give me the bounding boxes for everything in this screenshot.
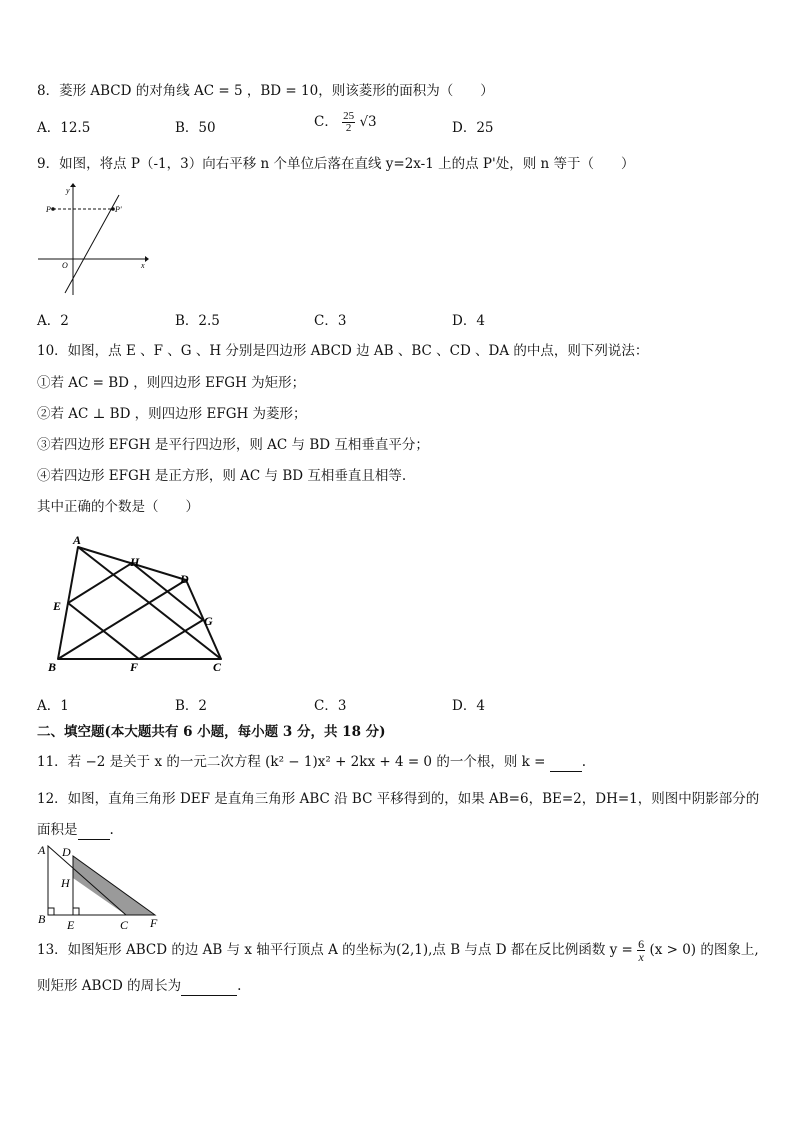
q10-option-b: B．2 — [175, 698, 208, 714]
q10-stem: 10．如图，点 E 、F 、G 、H 分别是四边形 ABCD 边 AB 、BC 、CD 、DA 的中点，则下列说法： — [37, 343, 649, 359]
q11-text-before: 11．若 −2 是关于 x 的一元二次方程 (k² − 1)x² + 2kx + 4 = 0 的一个根，则 k = — [37, 754, 550, 770]
q12-text-after: . — [109, 822, 114, 838]
q10-statement-1: ①若 AC = BD ，则四边形 EFGH 为矩形； — [37, 375, 306, 391]
q9-stem: 9．如图，将点 P（-1，3）向右平移 n 个单位后落在直线 y=2x-1 上的点 P'处，则 n 等于（ ） — [37, 156, 635, 172]
q12-label-e: E — [67, 918, 75, 932]
q9-label-p-prime: P' — [115, 205, 122, 214]
q13-text-before: 13．如图矩形 ABCD 的边 AB 与 x 轴平行顶点 A 的坐标为(2,1),点 B 与点 D 都在反比例函数 y = — [37, 942, 633, 958]
q13-text-after: (x > 0) 的图象上, — [649, 942, 759, 958]
q10-statement-4: ④若四边形 EFGH 是正方形，则 AC 与 BD 互相垂直且相等. — [37, 468, 407, 484]
q10-figure — [45, 535, 235, 675]
q9-x-arrow — [145, 256, 149, 262]
q9-option-a: A．2 — [37, 313, 69, 329]
q8-stem: 8．菱形 ABCD 的对角线 AC = 5 ，BD = 10，则该菱形的面积为（ ） — [37, 83, 494, 99]
q13-line2-before: 则矩形 ABCD 的周长为 — [37, 978, 182, 994]
q12-triangle-abc — [48, 846, 126, 915]
q9-label-y: y — [66, 186, 70, 195]
q13-stem-line2 — [37, 977, 241, 996]
q8-option-a: A．12.5 — [37, 120, 91, 136]
q12-right-angle-b — [48, 908, 54, 915]
q10-question: 其中正确的个数是（ ） — [37, 499, 199, 515]
q8-option-c-radical: √3 — [359, 114, 377, 130]
q12-text-before: 面积是 — [37, 822, 78, 838]
q9-figure — [35, 183, 155, 298]
q8-option-b: B．50 — [175, 120, 216, 136]
section-2-title: 二、填空题(本大题共有 6 小题，每小题 3 分，共 18 分) — [37, 724, 386, 740]
q10-statement-2: ②若 AC ⊥ BD ，则四边形 EFGH 为菱形； — [37, 406, 307, 422]
q9-label-x: x — [141, 261, 145, 270]
q8-option-c-label: C． — [314, 114, 338, 130]
q8-option-d: D．25 — [452, 120, 494, 136]
q12-label-b: B — [38, 912, 46, 926]
q8-option-c-denominator: 2 — [345, 122, 352, 134]
q10-label-a: A — [73, 533, 82, 547]
q11-answer-blank — [550, 753, 582, 772]
q13-line2-after: . — [237, 978, 242, 994]
q12-label-a: A — [38, 843, 46, 857]
q9-point-p — [51, 207, 55, 211]
q12-label-h: H — [61, 876, 70, 890]
q13-fraction-numerator: 6 — [638, 937, 645, 951]
q13-answer-blank — [181, 977, 237, 996]
q8-option-c-numerator: 25 — [343, 110, 355, 122]
q10-option-c: C．3 — [314, 698, 347, 714]
q10-option-a: A．1 — [37, 698, 69, 714]
q11-text-after: . — [581, 754, 586, 770]
q9-option-c: C．3 — [314, 313, 347, 329]
q11-stem — [37, 753, 586, 772]
q13-fraction-denominator: x — [638, 950, 644, 964]
q12-right-angle-e — [73, 908, 79, 915]
q10-label-e: E — [53, 599, 62, 613]
q10-quadrilateral-abcd — [58, 547, 221, 659]
q12-answer-blank — [78, 821, 110, 840]
q13-fraction — [637, 938, 645, 963]
q10-label-h: H — [130, 555, 140, 569]
q8-option-c-fraction — [342, 111, 355, 134]
q12-stem-line1: 12．如图，直角三角形 DEF 是直角三角形 ABC 沿 BC 平移得到的，如果 AB=6，BE=2，DH=1，则图中阴影部分的 — [37, 791, 760, 807]
q10-label-b: B — [48, 660, 57, 674]
q10-label-c: C — [213, 660, 222, 674]
q12-stem-line2 — [37, 821, 114, 840]
q10-option-d: D．4 — [452, 698, 485, 714]
q12-label-f: F — [150, 916, 158, 930]
q9-y-arrow — [70, 183, 76, 187]
q9-label-o: O — [62, 261, 68, 270]
q12-label-c: C — [120, 918, 129, 932]
q10-label-g: G — [204, 614, 213, 628]
q10-label-f: F — [130, 660, 139, 674]
q12-label-d: D — [62, 845, 71, 859]
q9-option-b: B．2.5 — [175, 313, 220, 329]
q13-stem-line1 — [37, 938, 759, 963]
q10-statement-3: ③若四边形 EFGH 是平行四边形，则 AC 与 BD 互相垂直平分； — [37, 437, 429, 453]
q9-option-d: D．4 — [452, 313, 485, 329]
q8-option-c — [314, 111, 377, 134]
q10-label-d: D — [180, 572, 189, 586]
q9-label-p: P — [46, 205, 51, 214]
q12-figure — [35, 842, 165, 932]
